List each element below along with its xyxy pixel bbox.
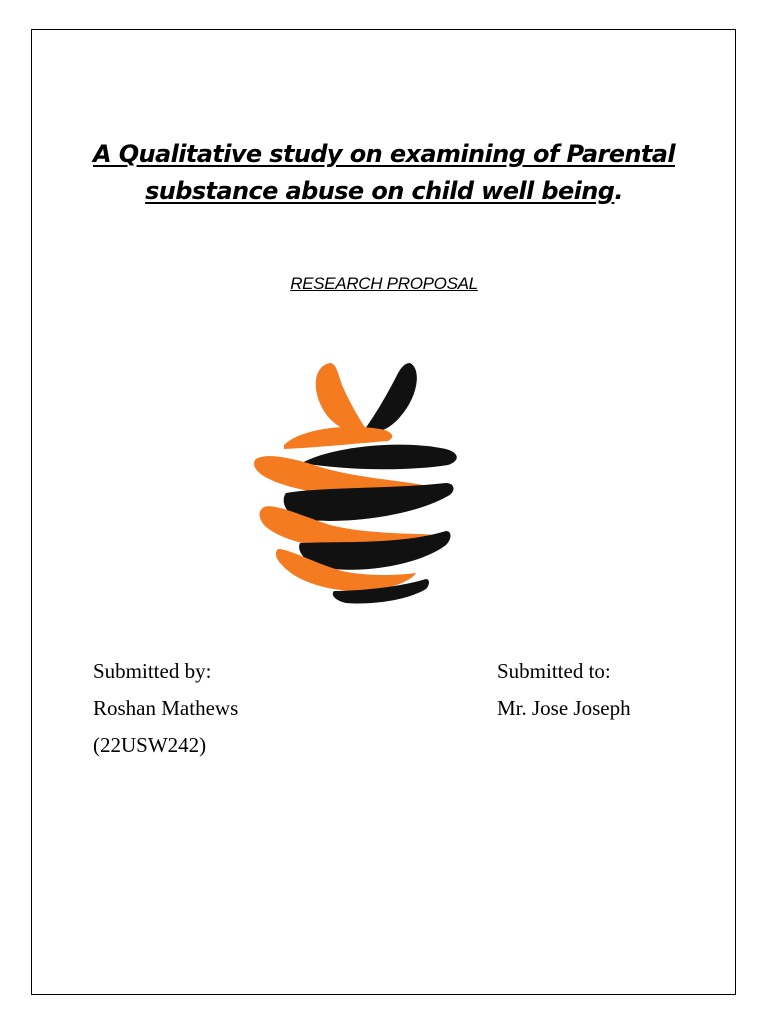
submitted-by-block [93,653,238,764]
submitted-by-id: (22USW242) [93,733,207,757]
clasped-hands-logo-icon [250,357,465,609]
title-period: . [614,177,623,205]
submitted-by-name: Roshan Mathews [93,696,239,720]
submitted-to-label: Submitted to: [497,659,611,683]
logo-orange-thumb [316,363,366,432]
research-proposal-subtitle: RESEARCH PROPOSAL [290,274,478,293]
title-line-1: A Qualitative study on examining of Parental [92,140,675,168]
submitted-to-block [497,653,631,727]
logo-black-finger-1 [302,445,457,470]
submitted-by-label: Submitted by: [93,659,212,683]
submitted-to-name: Mr. Jose Joseph [497,696,631,720]
logo-black-thumb [362,363,417,433]
document-title [40,136,728,210]
title-line-2: substance abuse on child well being [145,177,615,205]
